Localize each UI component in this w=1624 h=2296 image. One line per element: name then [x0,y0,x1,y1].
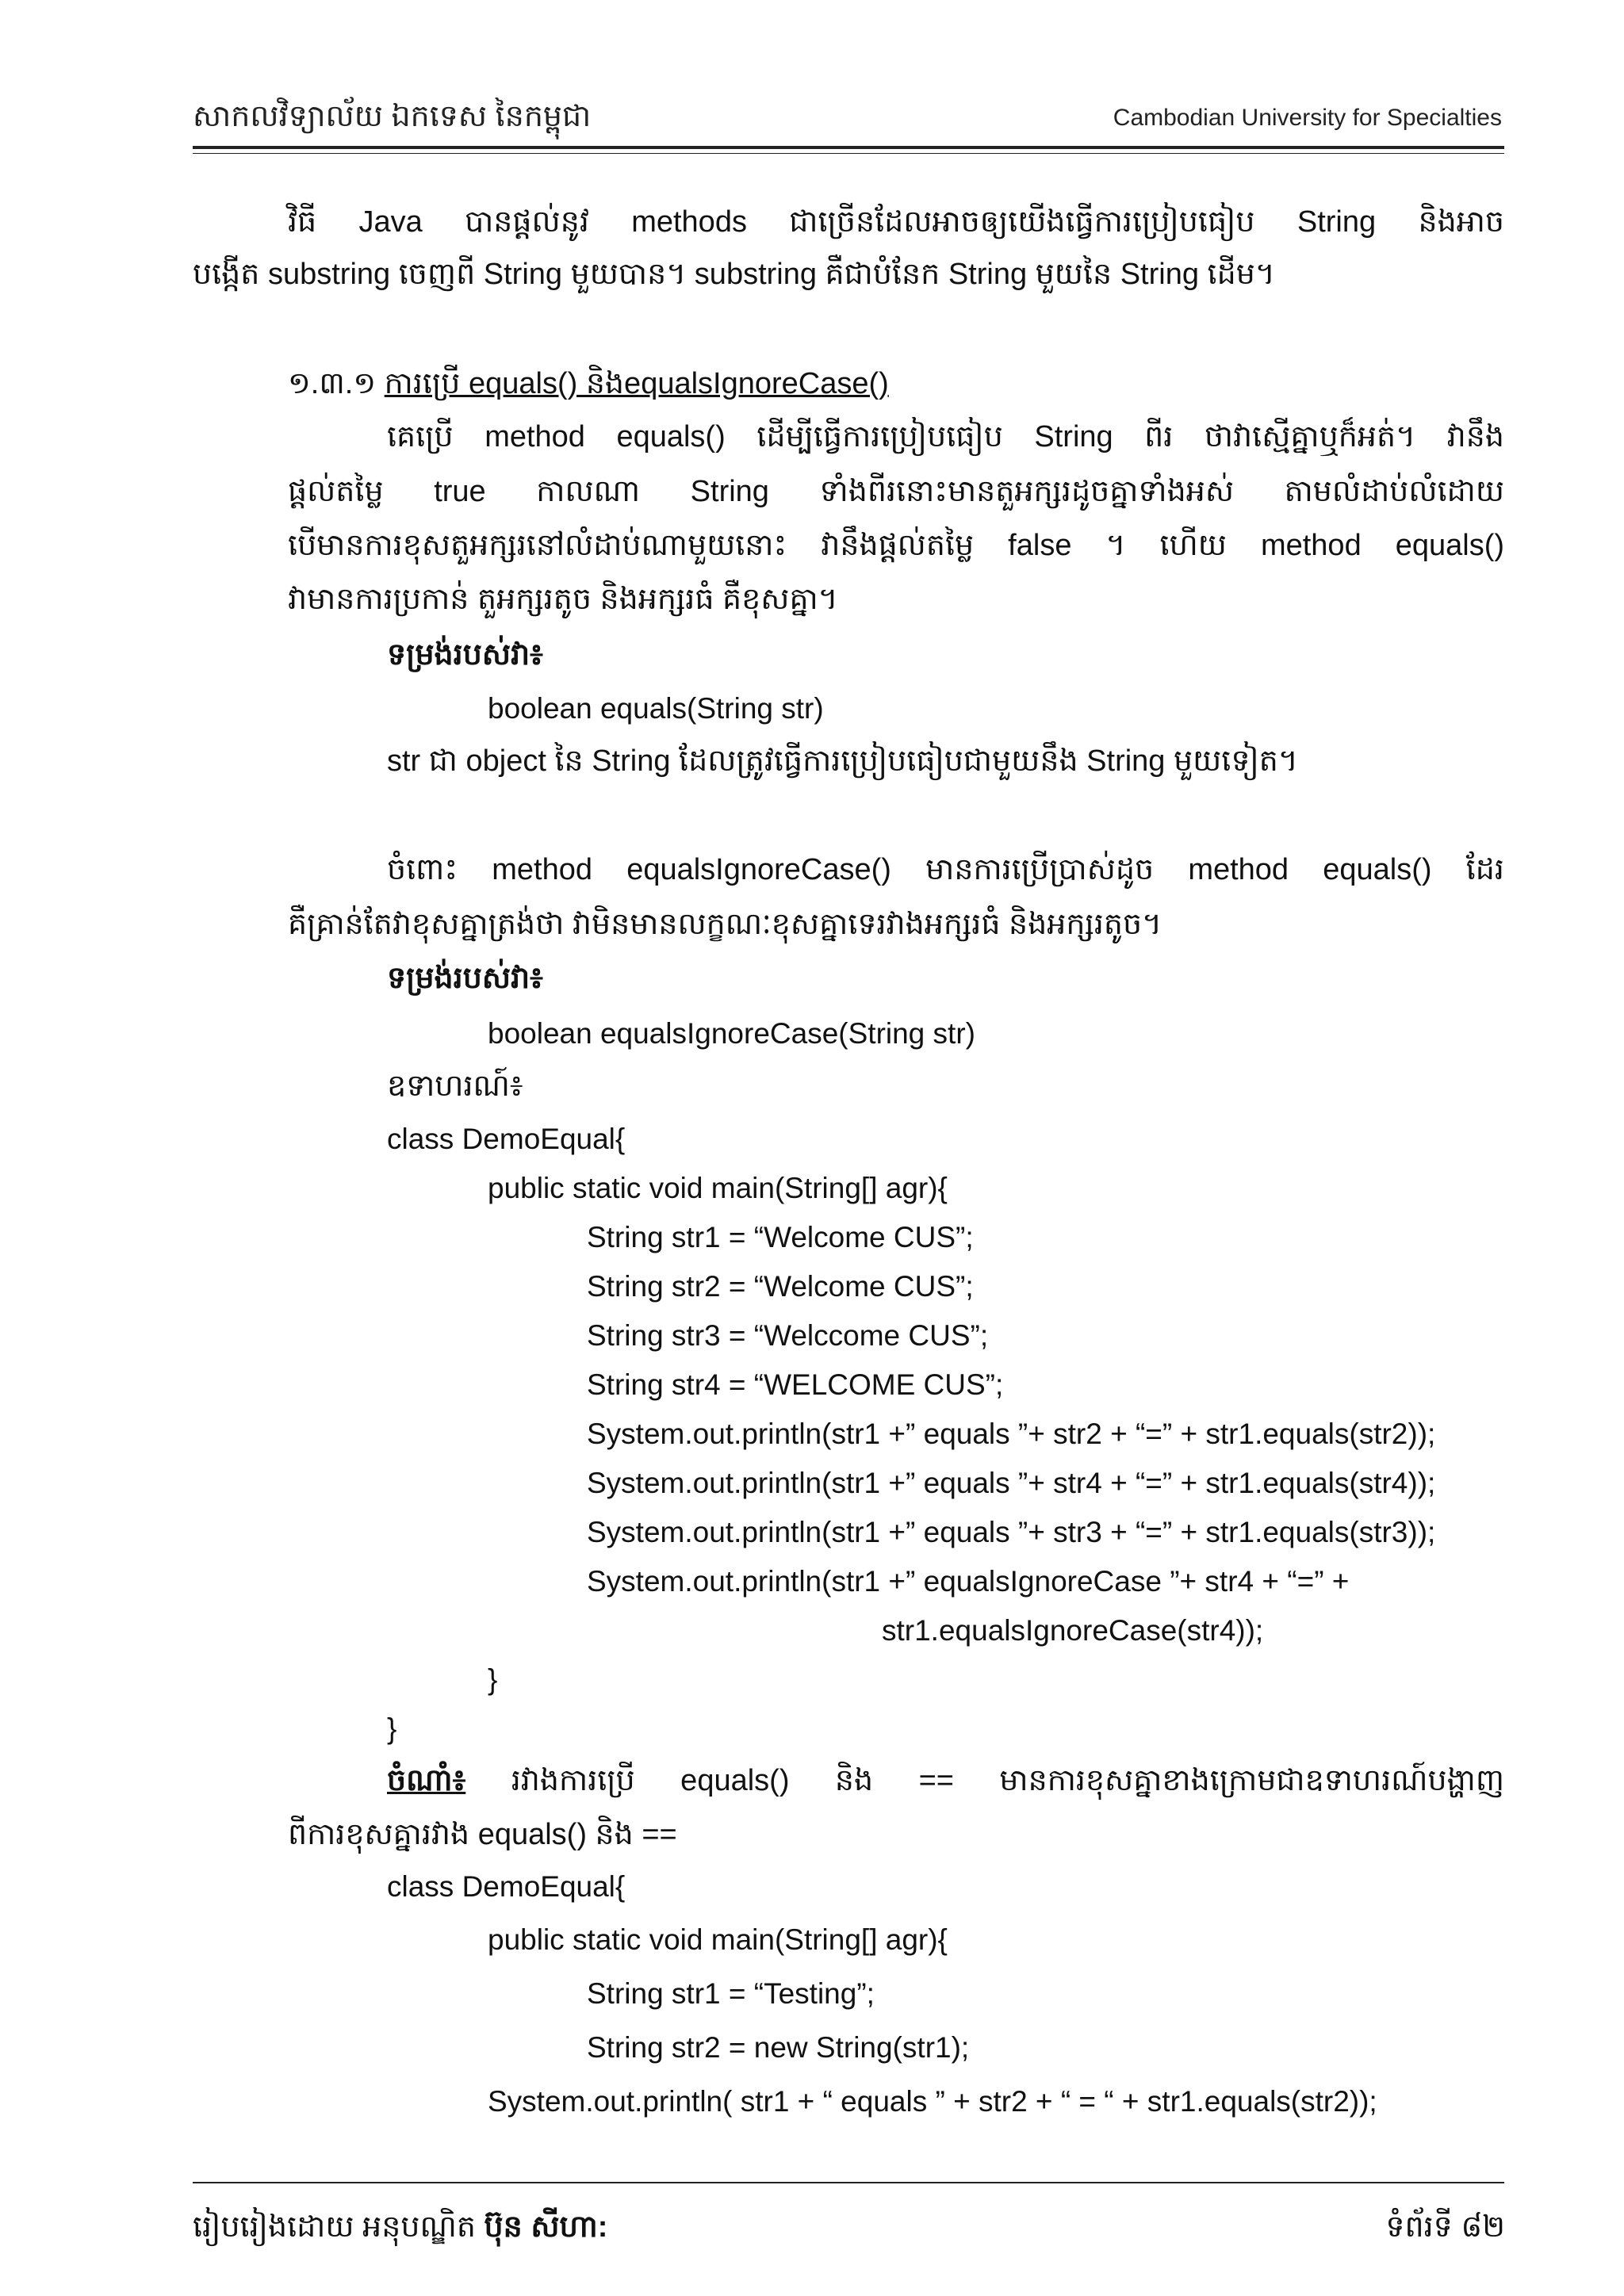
ignorecase-desc-line-1: ចំពោះ method equalsIgnoreCase() មានការប្រើប្រាស់ដូច method equals() ដែរ [387,853,1504,886]
code2-line-4: String str2 = new String(str1); [587,2031,970,2064]
code1-line-11: str1.equalsIgnoreCase(str4)); [882,1614,1264,1647]
section-title: ការប្រើ equals() និងequalsIgnoreCase() [384,367,889,400]
note-line-1-text: រវាងការប្រើ equals() និង == មានការខុសគ្នាខាងក្រោមជាឧទាហរណ៍បង្ហាញ [465,1764,1504,1797]
code2-line-3: String str1 = “Testing”; [587,1977,875,2010]
code1-line-3: String str1 = “Welcome CUS”; [587,1221,974,1253]
code1-line-4: String str2 = “Welcome CUS”; [587,1270,974,1303]
code1-line-13: } [387,1712,397,1745]
syntax-equals: boolean equals(String str) [488,692,824,725]
code1-line-9: System.out.println(str1 +” equals ”+ str3 + “=” + str1.equals(str3)); [587,1516,1436,1548]
footer-prepared-by [193,2207,607,2252]
code1-line-12: } [488,1663,498,1696]
ignorecase-desc-line-2: គឺគ្រាន់តែវាខុសគ្នាត្រង់ថា វាមិនមានលក្ខណៈខុសគ្នាទេរវាងអក្សរធំ និងអក្សរតូច។ [288,908,1162,941]
note-line-1 [387,1762,1504,1800]
note-line-2: ពីការខុសគ្នារវាង equals() និង == [288,1818,677,1851]
syntax-label-1: ទម្រង់របស់វា៖ [387,638,543,672]
code1-line-1: class DemoEqual{ [387,1123,626,1155]
syntax-equals-ignore-case: boolean equalsIgnoreCase(String str) [488,1017,975,1050]
section-number: ១.៣.១ [288,367,377,400]
header-rule [193,146,1504,154]
footer-prepared-label: រៀបរៀងដោយ អនុបណ្ឌិត [193,2210,485,2244]
code1-line-6: String str4 = “WELCOME CUS”; [587,1368,1004,1401]
code1-line-2: public static void main(String[] agr){ [488,1172,948,1204]
code2-line-5: System.out.println( str1 + “ equals ” + str2 + “ = “ + str1.equals(str2)); [488,2085,1377,2118]
equals-desc-line-3: បើមានការខុសតួអក្សរនៅលំដាប់ណាមួយនោះ វានឹងផ្តល់តម្លៃ false ។ ហើយ method equals() [288,529,1504,562]
example-label: ឧទាហរណ៍៖ [387,1070,523,1103]
code1-line-5: String str3 = “Welccome CUS”; [587,1319,989,1352]
equals-desc-line-2: ផ្តល់តម្លៃ true កាលណា String ទាំងពីរនោះមានតួអក្សរដូចគ្នាទាំងអស់ តាមលំដាប់លំដោយ [288,475,1504,508]
header-university-english: Cambodian University for Specialties [1113,105,1502,131]
syntax-label-2: ទម្រង់របស់វា៖ [387,962,543,995]
equals-desc-line-4: វាមានការប្រកាន់ តួអក្សរតូច និងអក្សរធំ គឺខុសគ្នា។ [288,583,838,616]
footer-author: ប៊ុន សីហា: [484,2210,608,2244]
section-heading [288,365,889,403]
code1-line-10: System.out.println(str1 +” equalsIgnoreCase ”+ str4 + “=” + [587,1565,1350,1598]
code2-line-1: class DemoEqual{ [387,1870,626,1903]
intro-line-1: វិធី Java បានផ្តល់នូវ methods ជាច្រើនដែលអាចឲ្យយើងធ្វើការប្រៀបធៀប String និងអាច [288,205,1504,239]
code1-line-7: System.out.println(str1 +” equals ”+ str2 + “=” + str1.equals(str2)); [587,1418,1436,1450]
equals-desc-line-1: គេប្រើ method equals() ដើម្បីធ្វើការប្រៀបធៀប String ពីរ ថាវាស្មើគ្នាឬក៏អត់។ វានឹង [387,420,1504,453]
header-university-khmer: សាកលវិទ្យាល័យ ឯកទេស នៃកម្ពុជា [193,100,592,133]
code1-line-8: System.out.println(str1 +” equals ”+ str4 + “=” + str1.equals(str4)); [587,1467,1436,1499]
str-description: str ជា object នៃ String ដែលត្រូវធ្វើការប្រៀបធៀបជាមួយនឹង String មួយទៀត។ [387,744,1298,778]
footer-rule [193,2182,1504,2183]
code2-line-2: public static void main(String[] agr){ [488,1923,948,1956]
page-number: ទំព័រទី ៨២ [1385,2210,1505,2244]
intro-line-2: បង្កើត substring ចេញពី String មួយបាន។ substring គឺជាបំនែក String មួយនៃ String ដើម។ [193,258,1275,291]
note-label: ចំណាំ៖ [387,1764,466,1797]
